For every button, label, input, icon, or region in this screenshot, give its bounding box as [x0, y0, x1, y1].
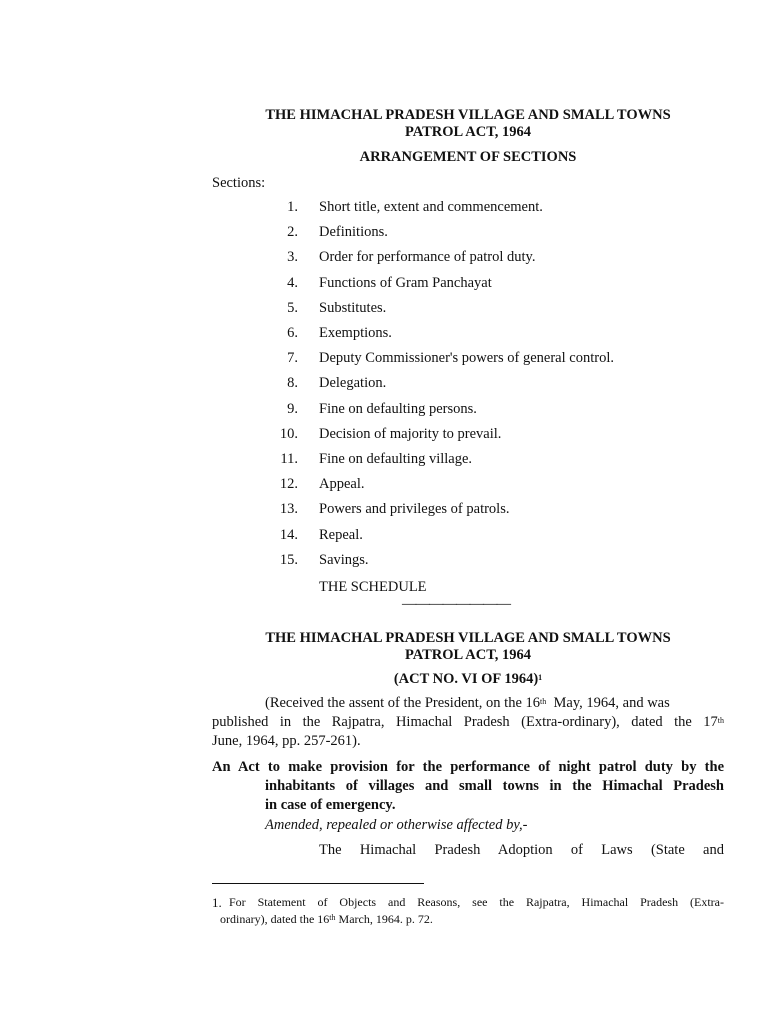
section-number: 9. — [287, 401, 298, 417]
footnote-number: 1. — [212, 895, 222, 910]
footnote-line-2: ordinary), dated the 16th March, 1964. p. 72. — [220, 912, 433, 926]
section-title: Savings. — [319, 552, 369, 568]
section-title: Order for performance of patrol duty. — [319, 249, 536, 265]
section-number: 3. — [287, 249, 298, 265]
section-title: Powers and privileges of patrols. — [319, 501, 510, 517]
act-title-line-2: PATROL ACT, 1964 — [404, 647, 532, 663]
section-number: 15. — [279, 552, 298, 568]
amended-note: Amended, repealed or otherwise affected by,- — [265, 817, 528, 833]
section-title: Substitutes. — [319, 300, 387, 316]
section-number: 5. — [287, 300, 298, 316]
section-number: 10. — [279, 426, 298, 442]
footnote — [212, 894, 724, 928]
section-title: Definitions. — [319, 224, 388, 240]
section-title: Appeal. — [319, 476, 365, 492]
footnote-line-1: For Statement of Objects and Reasons, see the Rajpatra, Himachal Pradesh (Extra- — [229, 895, 724, 909]
section-number: 13. — [279, 501, 298, 517]
section-number: 6. — [287, 325, 298, 341]
title-line-2: PATROL ACT, 1964 — [404, 124, 532, 140]
schedule-label: THE SCHEDULE — [319, 579, 427, 595]
separator: ———————— — [402, 596, 510, 612]
document-title — [212, 107, 724, 141]
act-title-line-1: THE HIMACHAL PRADESH VILLAGE AND SMALL TOWNS — [265, 630, 671, 646]
section-number: 1. — [287, 199, 298, 215]
long-title: An Act to make provision for the performance of night patrol duty by the inhabitants of villages and small towns in the Himachal Pradesh in case of emergency. — [212, 759, 724, 813]
section-number: 11. — [280, 451, 298, 467]
assent-line: (Received the assent of the President, on the 16th May, 1964, and was — [265, 695, 670, 711]
arrangement-heading: ARRANGEMENT OF SECTIONS — [359, 149, 577, 165]
section-title: Short title, extent and commencement. — [319, 199, 543, 215]
sections-label: Sections: — [212, 175, 266, 191]
section-number: 14. — [279, 527, 298, 543]
section-title: Fine on defaulting persons. — [319, 401, 477, 417]
section-number: 4. — [287, 275, 298, 291]
section-title: Exemptions. — [319, 325, 392, 341]
section-title: Repeal. — [319, 527, 363, 543]
footnote-marker: 1 — [538, 673, 543, 682]
act-title — [212, 630, 724, 664]
adoption-line: The Himachal Pradesh Adoption of Laws (State and — [319, 842, 724, 858]
section-title: Fine on defaulting village. — [319, 451, 473, 467]
act-number: (ACT NO. VI OF 1964)$^1$ — [393, 671, 543, 687]
section-title: Delegation. — [319, 375, 387, 391]
section-number: 2. — [287, 224, 298, 240]
section-title: Decision of majority to prevail. — [319, 426, 502, 442]
section-title: Deputy Commissioner's powers of general control. — [319, 350, 614, 366]
section-title: Functions of Gram Panchayat — [319, 275, 492, 291]
section-number: 7. — [287, 350, 298, 366]
title-line-1: THE HIMACHAL PRADESH VILLAGE AND SMALL TOWNS — [265, 107, 671, 123]
footnote-rule — [212, 883, 424, 884]
published-line: published in the Rajpatra, Himachal Pradesh (Extra-ordinary), dated the 17th June, 1964, pp. 257-261). — [212, 714, 724, 749]
section-number: 12. — [279, 476, 298, 492]
section-number: 8. — [287, 375, 298, 391]
